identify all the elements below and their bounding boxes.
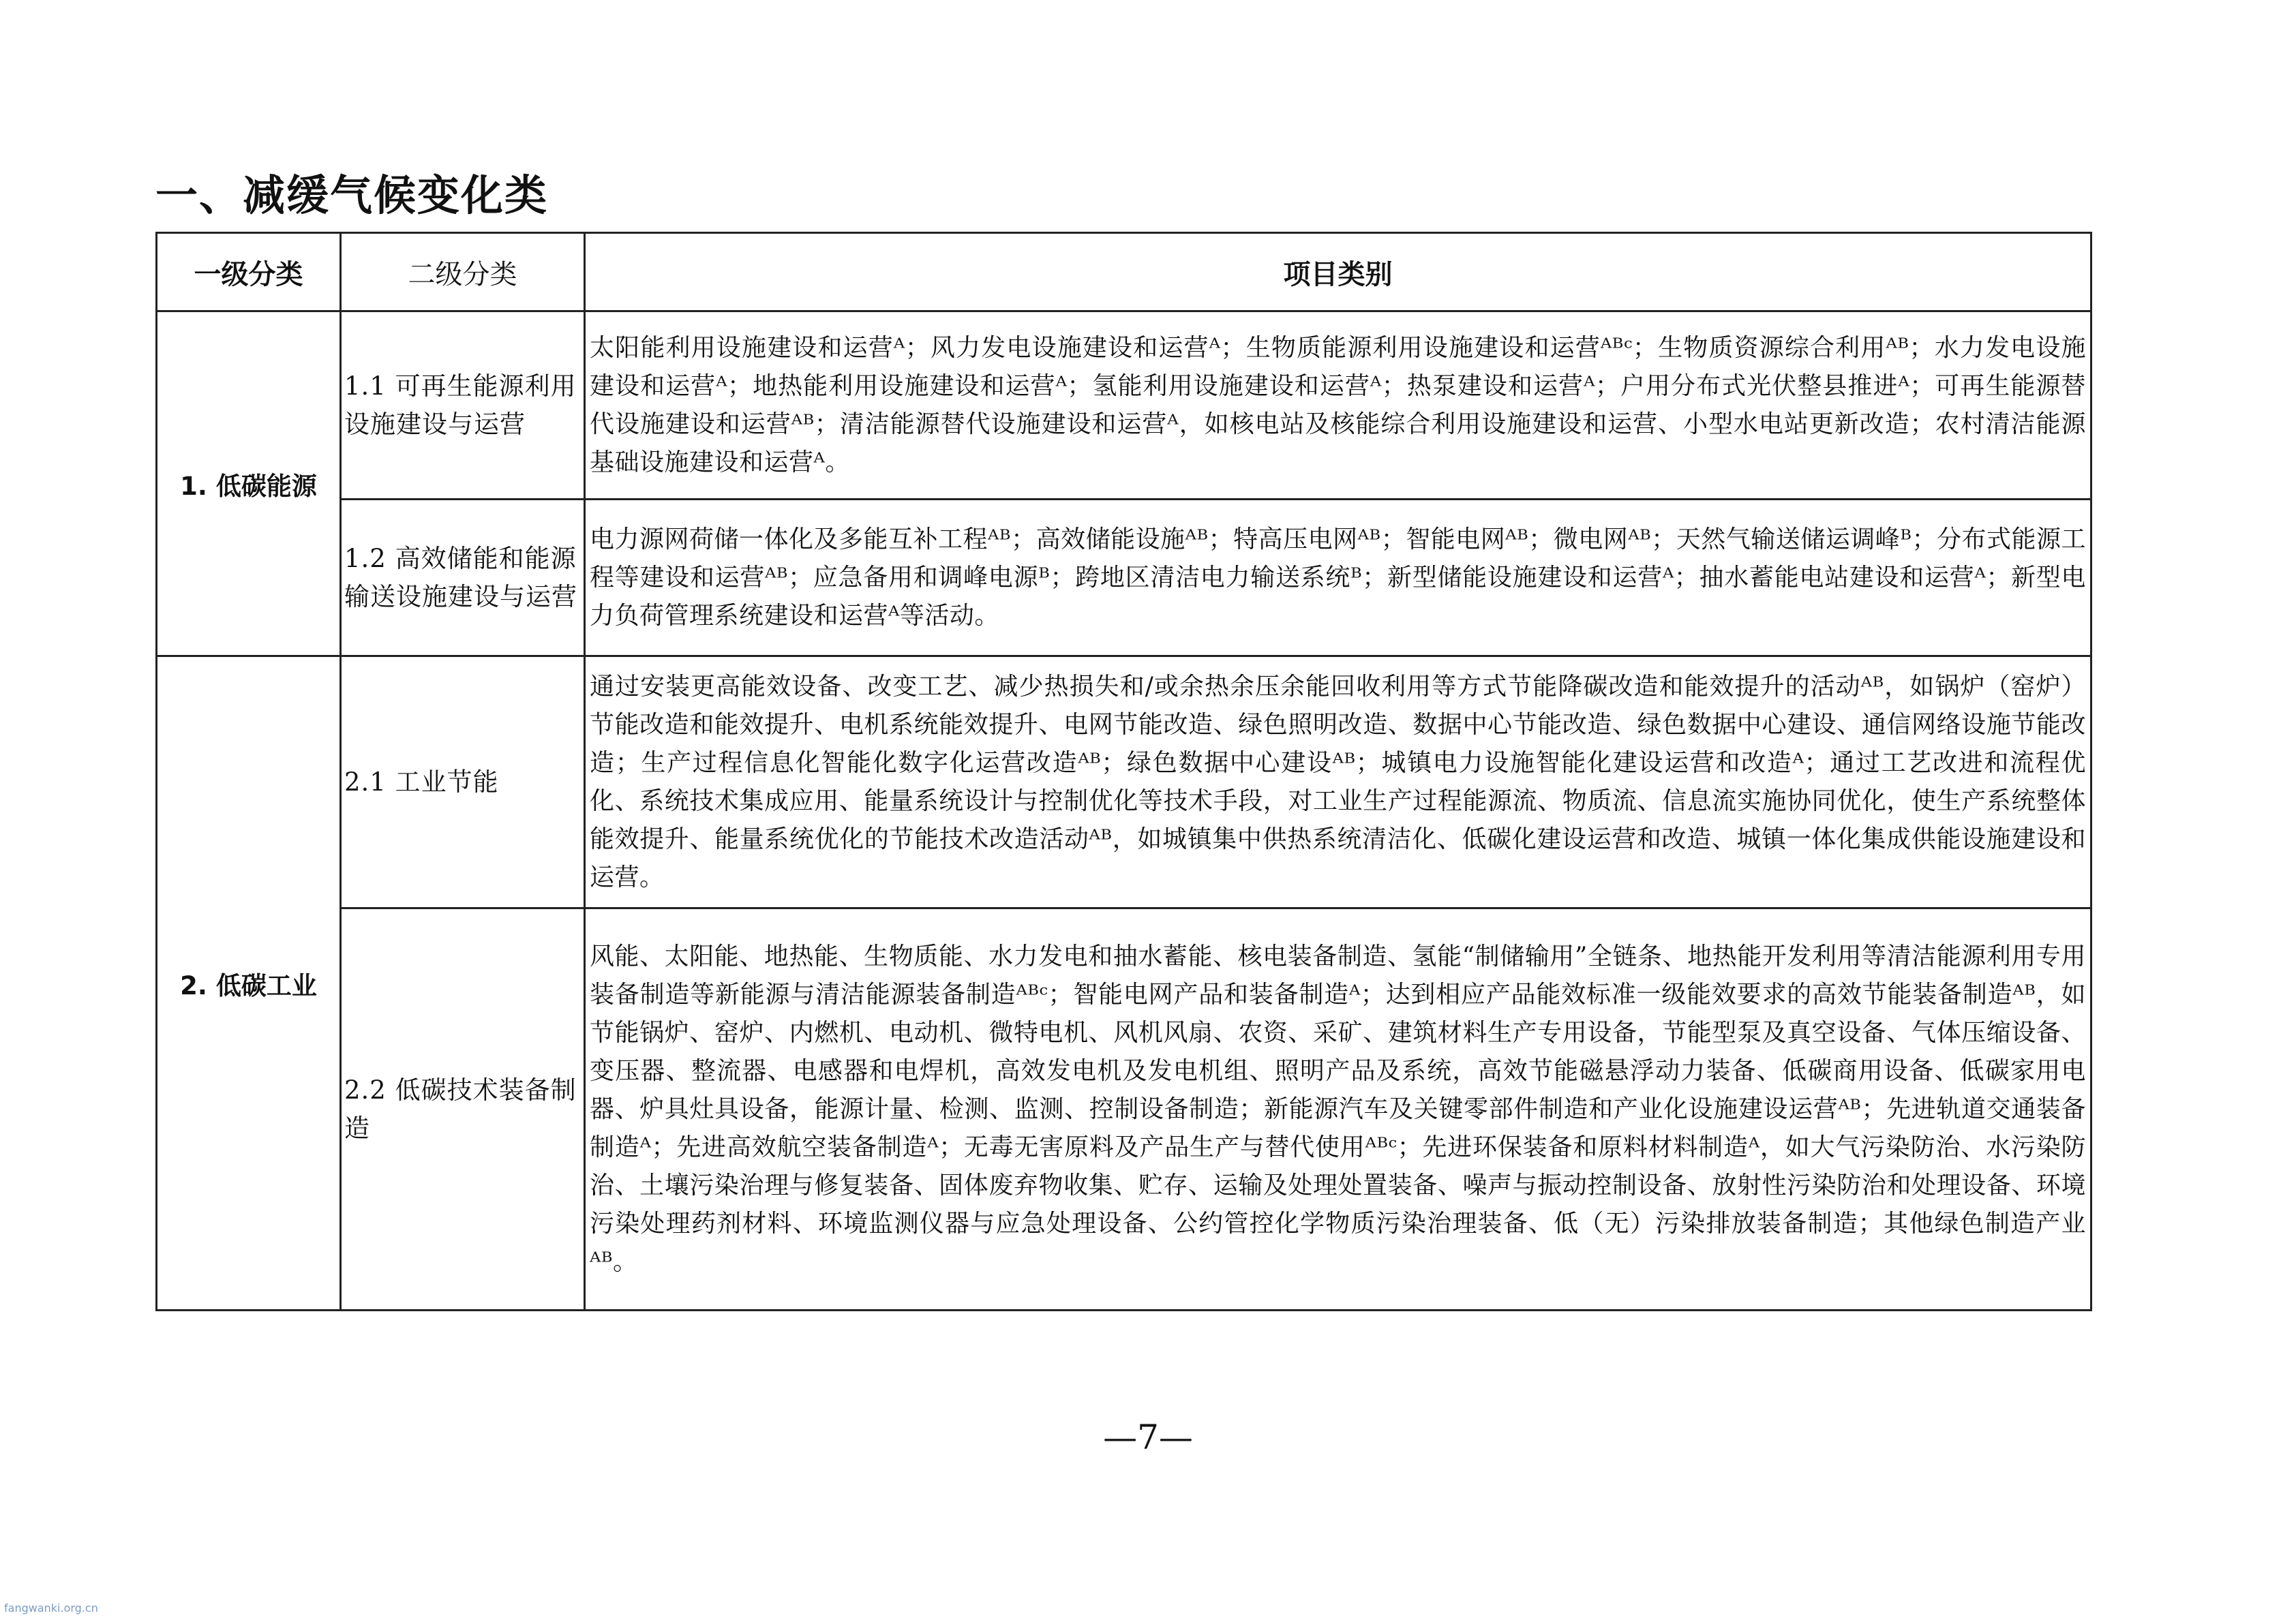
- watermark-text: fangwanki.org.cn: [4, 1602, 98, 1615]
- table-row: [157, 500, 2091, 656]
- level2-category: 1.2 高效储能和能源输送设施建设与运营: [341, 500, 585, 656]
- classification-table: [155, 232, 2092, 1311]
- page-number: —7—: [1103, 1418, 1193, 1457]
- project-items: 风能、太阳能、地热能、生物质能、水力发电和抽水蓄能、核电装备制造、氢能“制储输用”全链条、地热能开发利用等清洁能源利用专用装备制造等新能源与清洁能源装备制造ᴬᴮᶜ；智能电网产品和装备制造ᴬ；达到相应产品能效标准一级能效要求的高效节能装备制造ᴬᴮ，如节能锅炉、窑炉、内燃机、电动机、微特电机、风机风扇、农资、采矿、建筑材料生产专用设备，节能型泵及真空设备、气体压缩设备、变压器、整流器、电感器和电焊机，高效发电机及发电机组、照明产品及系统，高效节能磁悬浮动力装备、低碳商用设备、低碳家用电器、炉具灶具设备，能源计量、检测、监测、控制设备制造；新能源汽车及关键零部件制造和产业化设施建设运营ᴬᴮ；先进轨道交通装备制造ᴬ；先进高效航空装备制造ᴬ；无毒无害原料及产品生产与替代使用ᴬᴮᶜ；先进环保装备和原料材料制造ᴬ，如大气污染防治、水污染防治、土壤污染治理与修复装备、固体废弃物收集、贮存、运输及处理处置装备、噪声与振动控制设备、放射性污染防治和处理设备、环境污染处理药剂材料、环境监测仪器与应急处理设备、公约管控化学物质污染治理装备、低（无）污染排放装备制造；其他绿色制造产业ᴬᴮ。: [585, 908, 2091, 1311]
- table-header-row: [157, 233, 2091, 311]
- project-items: 太阳能利用设施建设和运营ᴬ；风力发电设施建设和运营ᴬ；生物质能源利用设施建设和运营ᴬᴮᶜ；生物质资源综合利用ᴬᴮ；水力发电设施建设和运营ᴬ；地热能利用设施建设和运营ᴬ；氢能利用设施建设和运营ᴬ；热泵建设和运营ᴬ；户用分布式光伏整县推进ᴬ；可再生能源替代设施建设和运营ᴬᴮ；清洁能源替代设施建设和运营ᴬ，如核电站及核能综合利用设施建设和运营、小型水电站更新改造；农村清洁能源基础设施建设和运营ᴬ。: [585, 311, 2091, 500]
- level2-category: 2.2 低碳技术装备制造: [341, 908, 585, 1311]
- project-items: 电力源网荷储一体化及多能互补工程ᴬᴮ；高效储能设施ᴬᴮ；特高压电网ᴬᴮ；智能电网ᴬᴮ；微电网ᴬᴮ；天然气输送储运调峰ᴮ；分布式能源工程等建设和运营ᴬᴮ；应急备用和调峰电源ᴮ；跨地区清洁电力输送系统ᴮ；新型储能设施建设和运营ᴬ；抽水蓄能电站建设和运营ᴬ；新型电力负荷管理系统建设和运营ᴬ等活动。: [585, 500, 2091, 656]
- project-items: 通过安装更高能效设备、改变工艺、减少热损失和/或余热余压余能回收利用等方式节能降碳改造和能效提升的活动ᴬᴮ，如锅炉（窑炉）节能改造和能效提升、电机系统能效提升、电网节能改造、绿色照明改造、数据中心节能改造、绿色数据中心建设、通信网络设施节能改造；生产过程信息化智能化数字化运营改造ᴬᴮ；绿色数据中心建设ᴬᴮ；城镇电力设施智能化建设运营和改造ᴬ；通过工艺改进和流程优化、系统技术集成应用、能量系统设计与控制优化等技术手段，对工业生产过程能源流、物质流、信息流实施协同优化，使生产系统整体能效提升、能量系统优化的节能技术改造活动ᴬᴮ，如城镇集中供热系统清洁化、低碳化建设运营和改造、城镇一体化集成供能设施建设和运营。: [585, 656, 2091, 908]
- header-items: 项目类别: [585, 233, 2091, 311]
- table-row: [157, 908, 2091, 1311]
- table-row: [157, 311, 2091, 500]
- level1-category: 2. 低碳工业: [157, 656, 341, 1311]
- header-level1: 一级分类: [157, 233, 341, 311]
- section-title: 一、减缓气候变化类: [155, 170, 549, 220]
- level2-category: 1.1 可再生能源利用设施建设与运营: [341, 311, 585, 500]
- table-row: [157, 656, 2091, 908]
- level2-category: 2.1 工业节能: [341, 656, 585, 908]
- header-level2: 二级分类: [341, 233, 585, 311]
- level1-category: 1. 低碳能源: [157, 311, 341, 656]
